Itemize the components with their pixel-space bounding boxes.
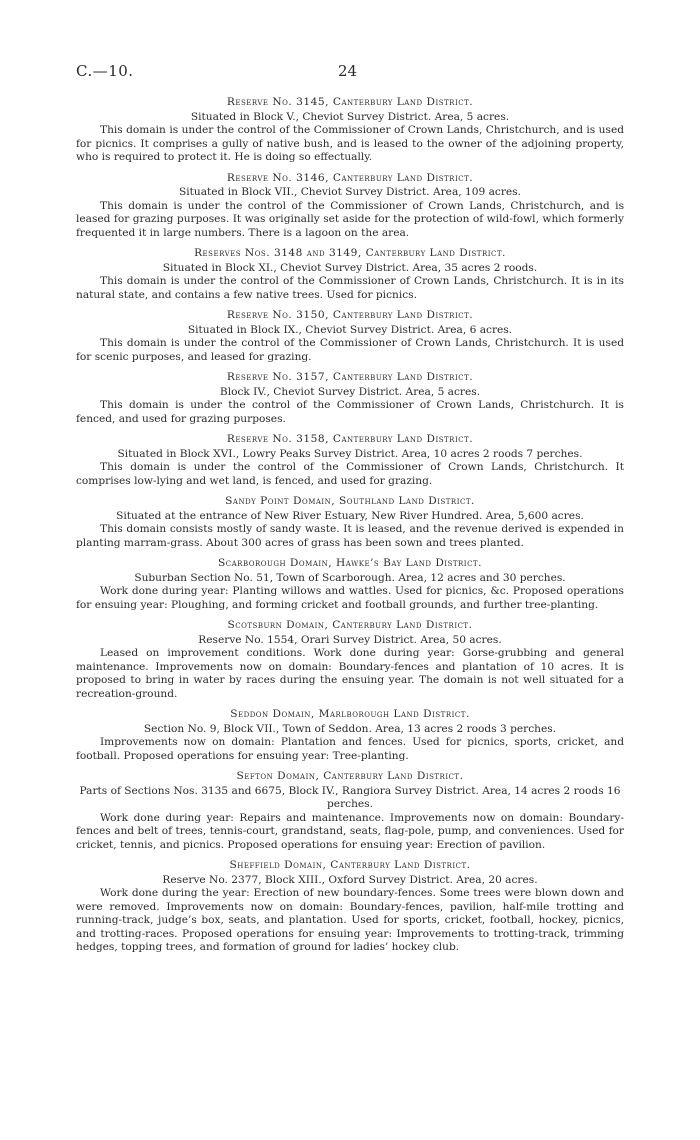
domain-entry [76,708,624,763]
entry-body: This domain is under the control of the Commissioner of Crown Lands, Christchurch. It is in its natural state, and contains a few native trees. Used for picnics. [76,275,624,301]
entry-title: Reserve No. 3150, Canterbury Land District. [226,309,474,321]
entry-body: Work done during year: Planting willows and wattles. Used for picnics, &c. Proposed operations for ensuing year: Ploughing, and forming cricket and football grounds, and further tree-planting. [76,585,624,611]
entry-body: This domain is under the control of the Commissioner of Crown Lands, Christchurch, and is used for picnics. It comprises a gully of native bush, and is leased to the owner of the adjoining property, who is required to protect it. He is doing so effectually. [76,124,624,163]
entry-body: This domain is under the control of the Commissioner of Crown Lands, Christchurch. It is used for scenic purposes, and leased for grazing. [76,337,624,363]
entry-location: Reserve No. 2377, Block XIII., Oxford Survey District. Area, 20 acres. [162,873,538,886]
entry-location: Situated in Block V., Cheviot Survey District. Area, 5 acres. [190,110,510,123]
entry-body: Work done during the year: Erection of new boundary-fences. Some trees were blown down and were removed. Improvements now on domain: Boundary-fences, pavilion, half-mile trotting and running-track, judge’s box, seats, and plantation. Used for sports, cricket, football, hockey, picnics, and trotting-races. Proposed operations for ensuing year: Improvements to trotting-track, trimming hedges, topping trees, and formation of ground for ladies’ hockey club. [76,887,624,953]
entry-location: Situated in Block IX., Cheviot Survey District. Area, 6 acres. [187,323,513,336]
entry-title: Sefton Domain, Canterbury Land District. [236,770,464,782]
entry-title: Reserves Nos. 3148 and 3149, Canterbury Land District. [194,247,506,259]
entry-location: Reserve No. 1554, Orari Survey District. Area, 50 acres. [198,633,502,646]
entry-location: Parts of Sections Nos. 3135 and 6675, Block IV., Rangiora Survey District. Area, 14 acres 2 roods 16 perches. [79,784,621,810]
entry-location: Section No. 9, Block VII., Town of Seddon. Area, 13 acres 2 roods 3 perches. [143,722,557,735]
domain-entry [76,433,624,488]
entry-title: Scotsburn Domain, Canterbury Land District. [227,619,473,631]
domain-entry [76,247,624,302]
entry-location: Situated in Block VII., Cheviot Survey District. Area, 109 acres. [179,186,521,198]
domain-entry [76,309,624,364]
entry-body: This domain consists mostly of sandy waste. It is leased, and the revenue derived is expended in planting marram-grass. About 300 acres of grass has been sown and trees planted. [76,523,624,549]
entry-body: This domain is under the control of the Commissioner of Crown Lands, Christchurch. It is fenced, and used for grazing purposes. [76,399,624,425]
entry-title: Scarborough Domain, Hawke’s Bay Land District. [218,557,482,569]
entry-title: Reserve No. 3157, Canterbury Land District. [226,371,474,383]
entry-body: Work done during year: Repairs and maintenance. Improvements now on domain: Boundary-fences and belt of trees, tennis-court, grandstand, seats, flag-pole, pump, and conveniences. Used for cricket, tennis, and picnics. Proposed operations for ensuing year: Erection of pavilion. [76,811,624,851]
entry-location: Situated in Block XVI., Lowry Peaks Survey District. Area, 10 acres 2 roods 7 perches. [117,447,583,460]
domain-entry [76,557,624,612]
entry-location: Situated in Block XI., Cheviot Survey District. Area, 35 acres 2 roods. [162,261,538,274]
entry-title: Reserve No. 3145, Canterbury Land District. [226,96,474,108]
domain-entry [76,371,624,426]
entry-title: Seddon Domain, Marlborough Land District. [230,708,470,720]
entry-title: Sheffield Domain, Canterbury Land District. [229,859,471,871]
domain-entry [76,495,624,550]
entry-body: Improvements now on domain: Plantation and fences. Used for picnics, sports, cricket, and football. Proposed operations for ensuing year: Tree-planting. [76,736,624,762]
entry-location: Suburban Section No. 51, Town of Scarborough. Area, 12 acres and 30 perches. [134,571,566,584]
entry-title: Reserve No. 3158, Canterbury Land District. [226,433,474,445]
domain-entry [76,96,624,165]
entry-title: Sandy Point Domain, Southland Land District. [225,495,475,507]
domain-entry [76,859,624,955]
domain-entry [76,619,624,701]
entry-location: Situated at the entrance of New River Estuary, New River Hundred. Area, 5,600 acres. [116,509,584,522]
entry-title: Reserve No. 3146, Canterbury Land District. [226,171,474,184]
page-header [76,62,636,86]
page-content [76,96,624,962]
page-number: 24 [338,62,358,80]
entry-body: Leased on improvement conditions. Work done during year: Gorse-grubbing and general maintenance. Improvements now on domain: Boundary-fences and plantation of 10 acres. It is proposed to bring in water by races during the ensuing year. The domain is not well situated for a recreation-ground. [76,647,624,700]
domain-entry [76,770,624,852]
entry-location: Block IV., Cheviot Survey District. Area, 5 acres. [219,385,481,398]
entry-body: This domain is under the control of the Commissioner of Crown Lands, Christchurch. It comprises low-lying and wet land, is fenced, and used for grazing. [76,461,624,487]
domain-entry [76,172,624,241]
entry-body: This domain is under the control of the Commissioner of Crown Lands, Christchurch, and is leased for grazing purposes. It was originally set aside for the protection of wild-fowl, which formerly frequented it in large numbers. There is a lagoon on the area. [76,199,624,239]
document-reference: C.—10. [76,62,134,80]
